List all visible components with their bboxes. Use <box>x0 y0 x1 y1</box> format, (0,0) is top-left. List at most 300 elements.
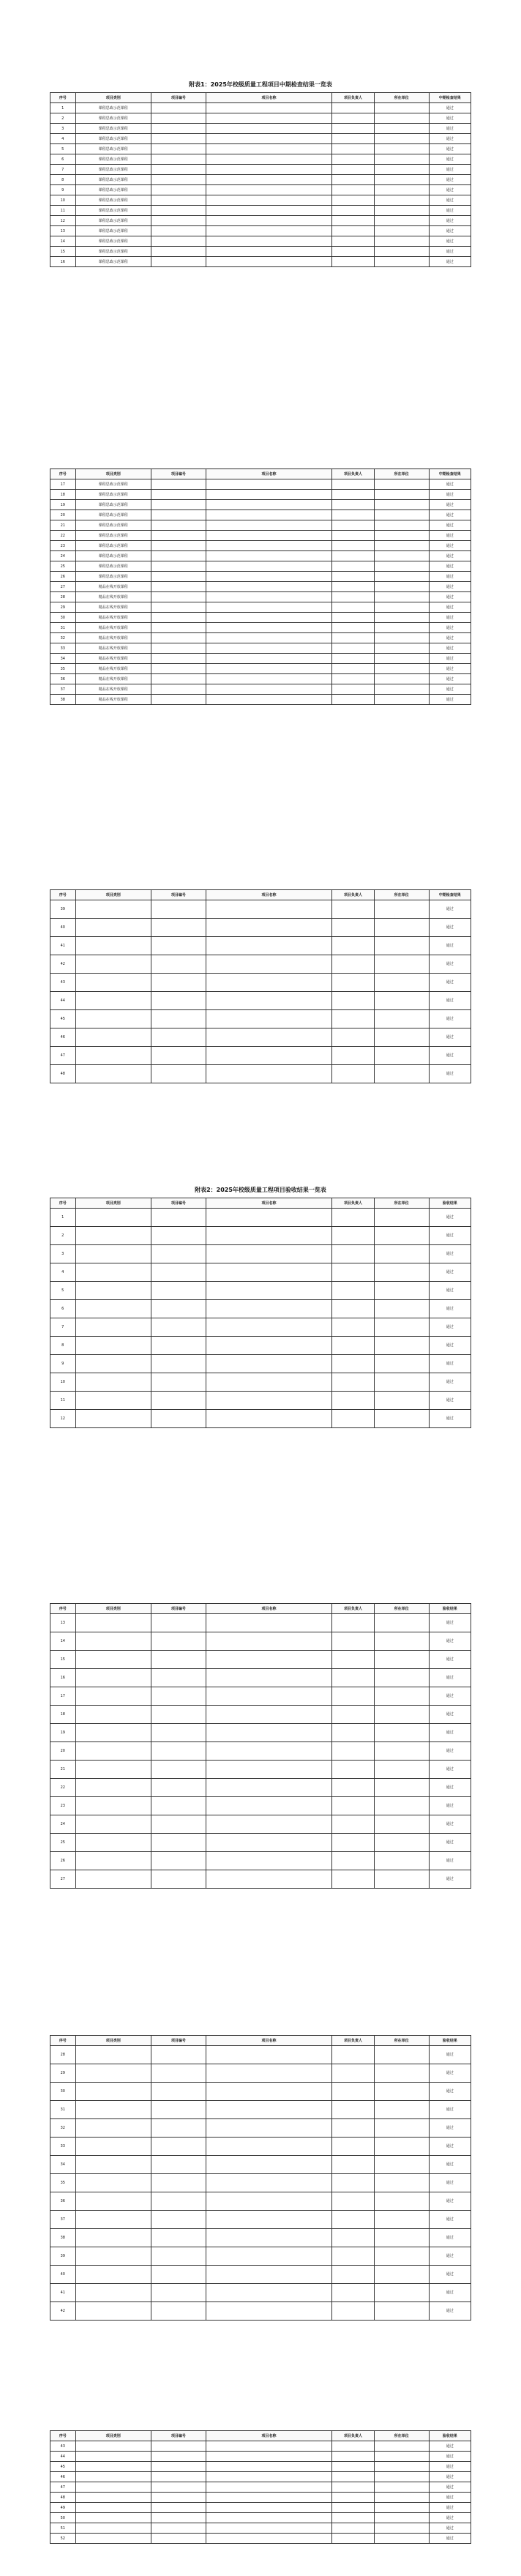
table-cell <box>206 2064 332 2083</box>
table-cell: 9 <box>50 185 76 195</box>
table-cell <box>332 490 375 500</box>
table-row <box>50 216 471 226</box>
column-header: 项目编号 <box>151 2036 206 2046</box>
table-cell <box>151 582 206 592</box>
table-cell: 课程思政示范课程 <box>75 226 151 236</box>
table-cell <box>206 1815 332 1834</box>
table-cell <box>332 1797 375 1815</box>
table-cell <box>374 1410 429 1428</box>
table-cell: 通过 <box>429 1373 471 1392</box>
table-cell <box>75 2452 151 2462</box>
table-cell <box>206 206 332 216</box>
table-cell: 通过 <box>429 1669 471 1687</box>
table-cell: 通过 <box>429 154 471 165</box>
table-cell: 通过 <box>429 1706 471 1724</box>
table-cell <box>374 2174 429 2192</box>
table-cell: 课程思政示范课程 <box>75 195 151 206</box>
table-cell <box>332 572 375 582</box>
table-cell <box>206 2119 332 2138</box>
table-cell: 精品在线开放课程 <box>75 602 151 613</box>
table-cell <box>206 2462 332 2472</box>
table-cell: 通过 <box>429 490 471 500</box>
table-cell <box>206 2046 332 2064</box>
column-header: 项目负责人 <box>332 1198 375 1209</box>
table-cell <box>75 2503 151 2513</box>
table-cell: 通过 <box>429 582 471 592</box>
table-cell <box>332 1614 375 1632</box>
table-row <box>50 2493 471 2503</box>
table-row <box>50 531 471 541</box>
table-cell <box>332 2534 375 2544</box>
table-cell: 28 <box>50 2046 76 2064</box>
table-cell <box>151 531 206 541</box>
table-cell <box>374 551 429 561</box>
table-cell <box>332 1028 375 1047</box>
table-cell <box>206 216 332 226</box>
table-cell: 通过 <box>429 175 471 185</box>
table-cell <box>206 1614 332 1632</box>
table-cell <box>206 592 332 602</box>
column-header: 所在单位 <box>374 1198 429 1209</box>
table-cell <box>332 144 375 154</box>
table-cell <box>206 175 332 185</box>
table-cell: 通过 <box>429 1742 471 1761</box>
table-cell: 精品在线开放课程 <box>75 684 151 695</box>
table-cell <box>151 2534 206 2544</box>
table-cell <box>206 226 332 236</box>
table-block-5 <box>50 1603 471 1889</box>
table-row <box>50 955 471 974</box>
table-cell: 15 <box>50 247 76 257</box>
table-cell <box>206 1047 332 1065</box>
table-cell: 46 <box>50 1028 76 1047</box>
table-cell: 通过 <box>429 643 471 654</box>
table-cell <box>151 937 206 955</box>
table-cell <box>374 2462 429 2472</box>
table-cell <box>374 247 429 257</box>
table-cell <box>75 1028 151 1047</box>
table-cell <box>206 1263 332 1282</box>
table-cell: 课程思政示范课程 <box>75 551 151 561</box>
table-cell <box>151 2266 206 2284</box>
table-row <box>50 2064 471 2083</box>
table-cell <box>206 582 332 592</box>
column-header: 项目名称 <box>206 2036 332 2046</box>
table-cell <box>374 520 429 531</box>
table-cell <box>206 2192 332 2211</box>
table-cell <box>151 974 206 992</box>
table-row <box>50 1687 471 1706</box>
table-cell <box>206 2101 332 2119</box>
table-cell <box>206 2441 332 2452</box>
table-cell <box>151 2284 206 2302</box>
table-cell: 10 <box>50 195 76 206</box>
table-cell <box>151 1779 206 1797</box>
table-cell <box>206 1028 332 1047</box>
table-cell: 课程思政示范课程 <box>75 175 151 185</box>
table-cell: 51 <box>50 2523 76 2534</box>
table-cell <box>151 2462 206 2472</box>
table-row <box>50 144 471 154</box>
table-cell <box>151 1263 206 1282</box>
table-cell <box>332 2101 375 2119</box>
table-cell <box>374 561 429 572</box>
table-cell: 41 <box>50 2284 76 2302</box>
table-cell <box>206 2229 332 2247</box>
table-cell <box>75 2462 151 2472</box>
table-cell <box>374 684 429 695</box>
table-cell: 通过 <box>429 1227 471 1245</box>
table-cell <box>332 2046 375 2064</box>
table-cell: 48 <box>50 1065 76 1083</box>
table-cell <box>151 695 206 705</box>
table-row <box>50 623 471 633</box>
table-cell <box>151 2046 206 2064</box>
section-2-title: 附表2：2025年校级质量工程项目验收结果一览表 <box>195 1187 326 1193</box>
table-cell <box>151 257 206 267</box>
table-row <box>50 479 471 490</box>
table-cell <box>374 175 429 185</box>
table-cell <box>332 257 375 267</box>
table-cell: 13 <box>50 226 76 236</box>
table-cell: 通过 <box>429 654 471 664</box>
table-cell: 33 <box>50 2138 76 2156</box>
table-cell: 40 <box>50 919 76 937</box>
section-1-title: 附表1：2025年校级质量工程项目中期检查结果一览表 <box>189 81 332 88</box>
table-cell <box>151 2064 206 2083</box>
table-cell <box>332 674 375 684</box>
table-cell <box>151 2503 206 2513</box>
table-row <box>50 643 471 654</box>
table-cell: 通过 <box>429 2101 471 2119</box>
table-cell <box>374 113 429 124</box>
table-row <box>50 572 471 582</box>
table-cell <box>206 2247 332 2266</box>
table-cell: 29 <box>50 2064 76 2083</box>
table-cell: 通过 <box>429 2302 471 2321</box>
table-cell: 25 <box>50 561 76 572</box>
table-header-row <box>50 1198 471 1209</box>
table-cell <box>75 1742 151 1761</box>
table-row <box>50 175 471 185</box>
table-cell <box>374 2441 429 2452</box>
table-cell <box>75 2138 151 2156</box>
table-row <box>50 2229 471 2247</box>
table-cell <box>75 2229 151 2247</box>
table-cell <box>206 613 332 623</box>
table-cell <box>151 1742 206 1761</box>
table-cell <box>332 2119 375 2138</box>
table-row <box>50 1706 471 1724</box>
table-cell <box>332 974 375 992</box>
table-cell <box>151 206 206 216</box>
table-cell <box>332 1761 375 1779</box>
table-cell <box>151 643 206 654</box>
table-cell: 通过 <box>429 541 471 551</box>
column-header: 项目编号 <box>151 890 206 900</box>
table-cell <box>206 134 332 144</box>
column-header: 序号 <box>50 2036 76 2046</box>
table-cell: 12 <box>50 216 76 226</box>
table-cell <box>75 2482 151 2493</box>
table-cell <box>206 2138 332 2156</box>
column-header: 项目类别 <box>75 2431 151 2441</box>
table-cell <box>374 900 429 919</box>
table-cell: 课程思政示范课程 <box>75 124 151 134</box>
table-cell: 通过 <box>429 592 471 602</box>
table-cell <box>151 2229 206 2247</box>
table-cell: 通过 <box>429 1815 471 1834</box>
table-cell <box>151 1870 206 1889</box>
table-cell: 通过 <box>429 1614 471 1632</box>
table-cell <box>151 1337 206 1355</box>
table-cell: 通过 <box>429 1834 471 1852</box>
table-cell <box>374 479 429 490</box>
table-cell <box>374 1318 429 1337</box>
table-cell <box>332 247 375 257</box>
table-cell: 课程思政示范课程 <box>75 541 151 551</box>
table-cell <box>332 1047 375 1065</box>
table-cell: 1 <box>50 103 76 113</box>
table-cell: 43 <box>50 2441 76 2452</box>
table-cell: 36 <box>50 674 76 684</box>
table-cell <box>374 919 429 937</box>
table-cell <box>374 1632 429 1651</box>
table-cell: 7 <box>50 165 76 175</box>
table-row <box>50 500 471 510</box>
table-row <box>50 510 471 520</box>
column-header: 项目负责人 <box>332 2036 375 2046</box>
table-cell <box>206 992 332 1010</box>
table-cell: 通过 <box>429 124 471 134</box>
table-cell: 通过 <box>429 2482 471 2493</box>
table-cell <box>374 974 429 992</box>
table-cell <box>151 1724 206 1742</box>
table-cell <box>206 490 332 500</box>
table-cell <box>332 2523 375 2534</box>
table-cell <box>75 1227 151 1245</box>
table-cell <box>151 185 206 195</box>
table-cell: 29 <box>50 602 76 613</box>
column-header: 序号 <box>50 890 76 900</box>
table-cell: 36 <box>50 2192 76 2211</box>
table-cell: 通过 <box>429 1852 471 1870</box>
table-cell <box>332 236 375 247</box>
table-cell <box>332 1687 375 1706</box>
table-row <box>50 919 471 937</box>
table-cell: 通过 <box>429 2452 471 2462</box>
table-cell <box>75 2119 151 2138</box>
table-cell <box>75 2174 151 2192</box>
table-cell <box>374 2534 429 2544</box>
table-cell: 通过 <box>429 2174 471 2192</box>
table-cell <box>332 500 375 510</box>
table-cell <box>151 247 206 257</box>
table-cell <box>75 2046 151 2064</box>
column-header: 项目名称 <box>206 890 332 900</box>
table-cell <box>206 1010 332 1028</box>
table-cell <box>332 165 375 175</box>
table-cell <box>332 103 375 113</box>
table-cell: 48 <box>50 2493 76 2503</box>
table-cell <box>332 623 375 633</box>
table-cell <box>206 2534 332 2544</box>
table-block-4 <box>50 1186 471 1428</box>
table-cell: 通过 <box>429 2462 471 2472</box>
table-cell <box>374 2083 429 2101</box>
column-header: 项目名称 <box>206 1604 332 1614</box>
table-cell <box>332 955 375 974</box>
table-cell <box>151 572 206 582</box>
table-cell <box>206 124 332 134</box>
table-cell <box>332 654 375 664</box>
table-cell <box>374 1669 429 1687</box>
column-header: 验收结果 <box>429 2431 471 2441</box>
table-cell <box>206 1632 332 1651</box>
table-cell: 通过 <box>429 623 471 633</box>
table-cell <box>374 654 429 664</box>
table-cell <box>206 551 332 561</box>
table-cell: 通过 <box>429 520 471 531</box>
table-cell <box>332 2266 375 2284</box>
table-cell <box>374 2452 429 2462</box>
table-cell <box>151 633 206 643</box>
table-cell <box>151 561 206 572</box>
table-cell <box>374 572 429 582</box>
table-cell <box>151 236 206 247</box>
table-cell <box>151 1651 206 1669</box>
table-cell: 通过 <box>429 1651 471 1669</box>
table-row <box>50 2482 471 2493</box>
table-cell <box>206 643 332 654</box>
table-row <box>50 124 471 134</box>
table-cell <box>151 664 206 674</box>
table-cell <box>374 500 429 510</box>
table-cell <box>374 623 429 633</box>
table-cell <box>206 1065 332 1083</box>
table-row <box>50 684 471 695</box>
table-cell: 52 <box>50 2534 76 2544</box>
table-cell: 课程思政示范课程 <box>75 510 151 520</box>
table-cell: 31 <box>50 2101 76 2119</box>
table-row <box>50 2119 471 2138</box>
table-row <box>50 674 471 684</box>
table-cell: 通过 <box>429 2046 471 2064</box>
table-cell <box>151 2482 206 2493</box>
table-cell: 12 <box>50 1410 76 1428</box>
table-row <box>50 103 471 113</box>
table-cell: 35 <box>50 2174 76 2192</box>
table-cell <box>332 2302 375 2321</box>
table-cell <box>374 257 429 267</box>
table-cell: 精品在线开放课程 <box>75 592 151 602</box>
column-header: 项目负责人 <box>332 890 375 900</box>
table-row <box>50 1065 471 1083</box>
table-cell <box>332 684 375 695</box>
table-cell: 通过 <box>429 113 471 124</box>
table-cell <box>151 674 206 684</box>
table-row <box>50 1852 471 1870</box>
table-cell <box>151 2119 206 2138</box>
table-cell <box>75 1392 151 1410</box>
table-cell: 8 <box>50 175 76 185</box>
table-row <box>50 2534 471 2544</box>
table-cell <box>374 1300 429 1318</box>
table-cell <box>374 216 429 226</box>
table-cell: 通过 <box>429 2441 471 2452</box>
table-cell <box>206 2482 332 2493</box>
table-cell: 通过 <box>429 103 471 113</box>
table-cell: 49 <box>50 2503 76 2513</box>
table-cell <box>75 1706 151 1724</box>
table-cell <box>332 1392 375 1410</box>
table-cell <box>75 2441 151 2452</box>
table-cell <box>374 633 429 643</box>
table-cell: 13 <box>50 1614 76 1632</box>
column-header: 项目名称 <box>206 93 332 103</box>
table-row <box>50 1669 471 1687</box>
table-cell <box>206 1834 332 1852</box>
table-cell <box>75 2064 151 2083</box>
table-cell <box>374 103 429 113</box>
table-row <box>50 2523 471 2534</box>
table-cell: 通过 <box>429 531 471 541</box>
table-cell <box>75 1669 151 1687</box>
table-cell: 10 <box>50 1373 76 1392</box>
column-header: 项目编号 <box>151 1198 206 1209</box>
table-cell <box>206 1761 332 1779</box>
table-row <box>50 185 471 195</box>
table-cell: 精品在线开放课程 <box>75 695 151 705</box>
table-cell <box>75 2266 151 2284</box>
table-cell: 通过 <box>429 1300 471 1318</box>
table-cell <box>151 510 206 520</box>
table-cell <box>332 695 375 705</box>
table-cell <box>332 216 375 226</box>
table-row <box>50 561 471 572</box>
table-cell <box>374 992 429 1010</box>
table-cell: 通过 <box>429 134 471 144</box>
table-cell: 课程思政示范课程 <box>75 520 151 531</box>
table-cell <box>75 1318 151 1337</box>
table-cell <box>206 1852 332 1870</box>
table-cell <box>151 551 206 561</box>
table-cell: 通过 <box>429 144 471 154</box>
table-cell <box>332 1263 375 1282</box>
table-cell: 通过 <box>429 1263 471 1282</box>
table-row <box>50 1318 471 1337</box>
table-cell <box>374 226 429 236</box>
table-cell: 通过 <box>429 1209 471 1227</box>
table-cell: 19 <box>50 1724 76 1742</box>
table-cell: 精品在线开放课程 <box>75 654 151 664</box>
table-cell: 课程思政示范课程 <box>75 185 151 195</box>
table-row <box>50 1797 471 1815</box>
table-cell: 20 <box>50 1742 76 1761</box>
table-cell: 27 <box>50 582 76 592</box>
table-cell <box>151 1010 206 1028</box>
table-cell <box>374 955 429 974</box>
table-cell <box>374 144 429 154</box>
table-cell: 22 <box>50 1779 76 1797</box>
table-cell <box>374 2513 429 2523</box>
table-cell <box>151 1209 206 1227</box>
table-cell: 通过 <box>429 185 471 195</box>
table-cell: 通过 <box>429 2493 471 2503</box>
table-cell: 47 <box>50 1047 76 1065</box>
table-cell: 通过 <box>429 1779 471 1797</box>
table-cell <box>374 1706 429 1724</box>
